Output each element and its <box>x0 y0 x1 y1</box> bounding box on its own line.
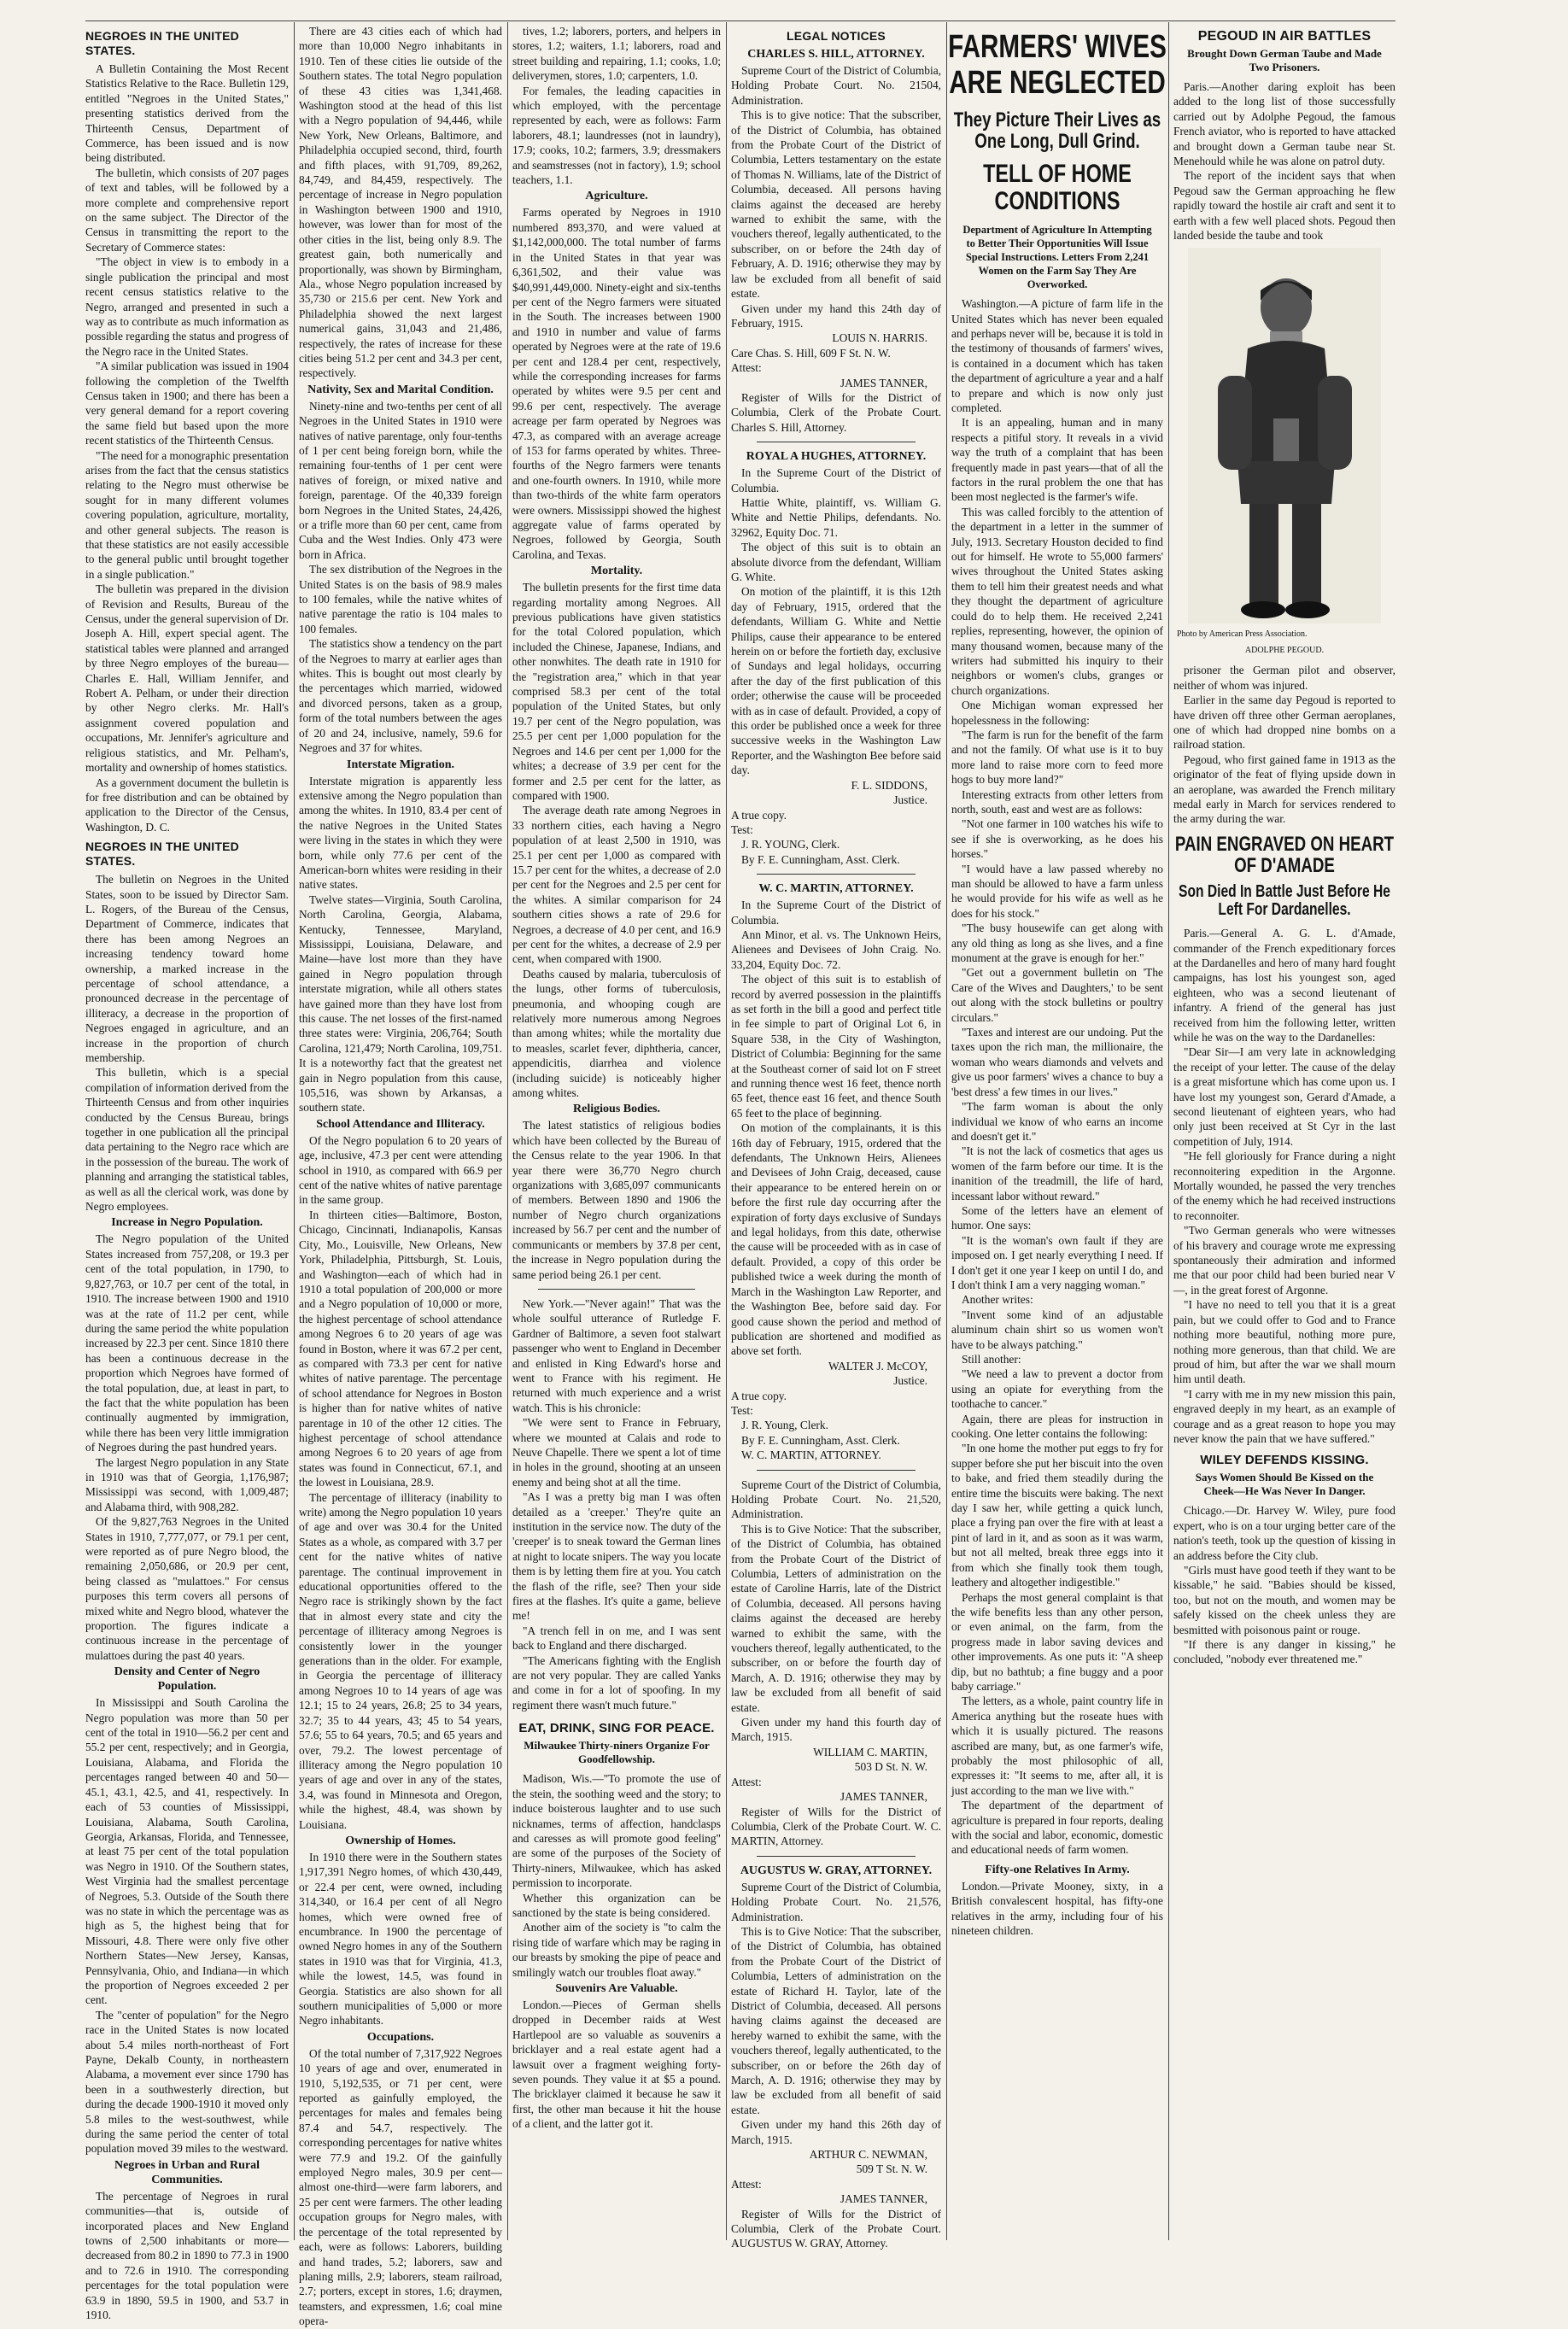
paragraph: "Not one farmer in 100 watches his wife to see if she is overworking, as he does his horses." <box>951 817 1163 861</box>
paragraph: Of the total number of 7,317,922 Negroes 10 years of age and over, enumerated in 1910, 5,192,535, or 71 per cent, were reported as gainfully employed, the percentages for males and females being 87.4 and 54.7, respectively. The corresponding percentages for native whites were 77.9 and 19.2. Of the gainfully employed Negro males, 30.9 per cent—almost one-third—were farm laborers, and 25 per cent were farmers. The other leading occupation groups for Negro males, with the percentage of the total represented by each, were as follows: Laborers, building and hand trades, 5.2; laborers, saw and planing mills, 2.9; laborers, steam railroad, 2.7; porters, except in stores, 1.6; draymen, teamsters, and expressmen, 1.6; coal mine opera- <box>299 2046 502 2328</box>
paragraph: The percentage of illiteracy (inability to write) among the Negro population 10 years of age and over was 30.4 for the United States as a whole, as compared with 3.7 per cent for the native whites of native parentage. The continual improvement in educational opportunities offered to the Negro race is strikingly shown by the fact that in almost every state and city the percentage of illiteracy among Negroes is consistently lower in the younger generations than in the older. For example, in Georgia the percentage of illiteracy among Negroes 10 to 14 years of age was 12.1; 15 to 24 years, 26.8; 25 to 34 years, 32.7; 35 to 44 years, 43; 45 to 54 years, 57.6; 55 to 64 years, 70.5; and 65 years and over, 79.2. The lowest percentage of illiteracy among the Negro population 10 years of age and over in any of the states, 3.4, was found in Minnesota and Oregon, while the highest, 48.4, was shown by Louisiana. <box>299 1490 502 1831</box>
divider <box>757 1470 916 1471</box>
paragraph: Another aim of the society is "to calm the rising tide of warfare which may be raging in our breasts by smoking the pipe of peace and smilingly watch our troubles float away." <box>512 1921 721 1979</box>
subheadline: Brought Down German Taube and Made Two Prisoners. <box>1187 47 1382 73</box>
paragraph: "It is not the lack of cosmetics that ages us women of the farm before our time. It is the inanition of the treadmill, the life of hard, incessant labor without reward." <box>951 1144 1163 1203</box>
subheading: Religious Bodies. <box>573 1103 660 1116</box>
section-heading: LEGAL NOTICES <box>787 29 886 43</box>
paragraph: In the Supreme Court of the District of Columbia. <box>731 466 941 494</box>
headline: WILEY DEFENDS KISSING. <box>1200 1453 1369 1468</box>
subheading: Increase in Negro Population. <box>111 1216 263 1230</box>
paragraph: The bulletin was prepared in the division of Revision and Results, Bureau of the Census, under the general supervision of Dr. Joseph A. Hill, expert special agent. The statistical tables were planned and arranged by three Negro employes of the bureau—Charles E. Hall, William Jennifer, and Robert A. Pelham, or under their direction by other Negro clerks. Mr. Hall's assignment covered population and occupations, Mr. Jennifer's agriculture and religious statistics, and Mr. Pelham's, mortality and ownership of homes statistics. <box>85 582 290 775</box>
signature: Justice. <box>893 1374 927 1388</box>
paragraph: "The busy housewife can get along with any old thing as long as she lives, and a fine monument at the grave is enough for her." <box>951 922 1163 965</box>
attorney-heading: ROYAL A HUGHES, ATTORNEY. <box>746 450 927 464</box>
banner-headline: FARMERS' WIVES <box>948 29 1167 65</box>
paragraph: On motion of the plaintiff, it is this 12th day of February, 1915, ordered that the defendants, William G. White and Nettie Philips, cause their appearance to be entered herein on or before the fortieth day, exclusive of Sundays and legal holidays, occurring after the day of the first publication of this order; otherwise the cause will be proceeded with as in case of default. Provided, a copy of this order be published once a week for three successive weeks in the Washington Law Reporter, and the Washington Bee before said day. <box>731 585 941 777</box>
paragraph: "I would have a law passed whereby no man should be allowed to have a farm unless he would provide for his wife as well as he does for his stock." <box>951 862 1163 920</box>
paragraph: The largest Negro population in any State in 1910 was that of Georgia, 1,176,987; Mississippi was second, with 1,009,487; and Alabama third, with 908,282. <box>85 1455 289 1513</box>
paragraph: "In one home the mother put eggs to fry for supper before she put her biscuit into the oven to bake, and fried them steadily during the entire time the biscuits were baking. The next day I saw her, while getting a quick lunch, place a frying pan over the fire with at least a pint of lard in it, and as soon as it was warm, but not all melted, break three eggs into it from which she finally took them tough, leathery and altogether indigestible." <box>951 1442 1163 1589</box>
paragraph: Whether this organization can be sanctioned by the state is being considered. <box>512 1891 721 1919</box>
headline: NEGROES IN THE UNITED STATES. <box>85 29 239 57</box>
paragraph: Care Chas. S. Hill, 609 F St. N. W. <box>731 346 891 360</box>
paragraph: The report of the incident says that when Pegoud saw the German approaching he flew rapidly toward the hostile air craft and sent it to earth with a few well placed shots. Pegoud then landed beside the taube and took <box>1173 169 1395 243</box>
paragraph: "I have no need to tell you that it is a great pain, but we could offer to God and to France nothing more beautiful, nothing more pure, nothing more generous, than that child. We are proud of him, but after the war we shall mourn him until death. <box>1173 1298 1395 1386</box>
paragraph: Given under my hand this fourth day of March, 1915. <box>731 1716 941 1744</box>
signature: JAMES TANNER, <box>840 376 927 389</box>
deck-headline: Son Died In Battle Just Before He Left For Dardanelles. <box>1179 882 1390 920</box>
paragraph: This is to give notice: That the subscriber, of the District of Columbia, has obtained from the Probate Court of the District of Columbia, Letters testamentary on the estate of Thomas N. Williams, late of the District of Columbia, deceased. All persons having claims against the deceased are hereby warned to exhibit the same, with the vouchers thereof, legally authenticated, to the subscriber, on or before the 24th day of February, A. D. 1916; otherwise they may by law be excluded from all benefit of said estate. <box>731 108 941 301</box>
column-rule <box>294 22 295 2240</box>
paragraph: Attest: <box>731 1775 762 1788</box>
paragraph: Test: <box>731 1403 753 1417</box>
column-rule <box>946 22 947 2240</box>
paragraph: This bulletin, which is a special compilation of information derived from the Thirteenth Census and from other inquiries conducted by the Census Bureau, brings together in one publication all the principal data pertaining to the Negro race which are in the possession of the bureau. The work of planning and arranging the statistical tables, as well as all the clerical work, was done by Negro employees. <box>85 1066 289 1214</box>
paragraph: The percentage of Negroes in rural communities—that is, outside of incorporated places and New England towns of 2,500 inhabitants or more—decreased from 80.2 in 1890 to 77.3 in 1900 and to 72.6 in 1910. The corresponding percentages for the total population were 63.9 in 1890, 59.5 in 1900, and 53.7 in 1910. <box>85 2189 289 2322</box>
paragraph: Supreme Court of the District of Columbia, Holding Probate Court. No. 21504, Administration. <box>731 64 941 107</box>
column-1 <box>85 24 290 2322</box>
paragraph: In Mississippi and South Carolina the Negro population was more than 50 per cent of the total in 1910—56.2 per cent and 55.2 per cent, respectively; and in Georgia, Louisiana, Alabama, and Florida the percentages ranged between 40 and 50—45.1, 43.1, 42.5, and 41, respectively. In each of 53 counties of Mississippi, Louisiana, Alabama, South Carolina, Georgia, Arkansas, Florida, and Tennessee, at least 75 per cent of the total population was Negro in 1910. Of the Southern states, West Virginia had the smallest percentage of Negroes, 5.3. Outside of the South there was no state in which the percentage was as high as 5, the highest being that for Missouri, 4.8. There were only five other Northern States—New Jersey, Kansas, Pennsylvania, Ohio, and Indiana—in which the proportion of Negroes exceeded 2 per cent. <box>85 1696 289 2007</box>
paragraph: tives, 1.2; laborers, porters, and helpers in stores, 1.2; waiters, 1.1; laborers, road and street building and repairing, 1.1; cooks, 1.0; deliverymen, stores, 1.0; carpenters, 1.0. <box>512 25 721 83</box>
subheadline: Says Women Should Be Kissed on the Cheek—He Was Never In Danger. <box>1195 1471 1374 1498</box>
paragraph: "The need for a monographic presentation arises from the fact that the census statistics relating to the Negro must otherwise be sought for in many different volumes covering population, agriculture, mortality, and other general subjects. The reason is that these statistics are not easily accessible to the general public until brought together in a single publication." <box>85 448 289 581</box>
paragraph: Given under my hand this 26th day of March, 1915. <box>731 2118 941 2146</box>
headline: NEGROES IN THE UNITED STATES. <box>85 840 239 869</box>
paragraph: J. R. Young, Clerk. <box>741 1419 828 1432</box>
banner-headline: ARE NEGLECTED <box>949 64 1166 101</box>
paragraph: Deaths caused by malaria, tuberculosis of the lungs, other forms of tuberculosis, pneumonia, and whooping cough are relatively more numerous among Negroes than among whites; while the mortality due to measles, scarlet fever, diphtheria, cancer, appendicitis, diarrhea and violence (including suicide) is noticeably higher among whites. <box>512 967 721 1100</box>
paragraph: "The object in view is to embody in a single publication the principal and most recent census statistics relative to the Negro, arranged and presented in such a way as to contribute as much information as possible regarding the status and progress of the Negro race in the United States. <box>85 255 290 358</box>
photo-caption: ADOLPHE PEGOUD. <box>1244 645 1325 655</box>
signature: JAMES TANNER, <box>840 2192 927 2206</box>
paragraph: Still another: <box>962 1353 1021 1366</box>
divider <box>538 1289 695 1290</box>
column-2 <box>299 24 502 2328</box>
paragraph: Chicago.—Dr. Harvey W. Wiley, pure food expert, who is on a tour urging better care of the nation's teeth, took up the question of kissing in an address before the City club. <box>1173 1504 1395 1562</box>
divider <box>757 1856 916 1857</box>
paragraph: Supreme Court of the District of Columbia, Holding Probate Court. No. 21,576, Administration. <box>731 1880 941 1923</box>
signature: Justice. <box>893 793 927 807</box>
signature: 503 D St. N. W. <box>854 1760 927 1774</box>
paragraph: Of the Negro population 6 to 20 years of age, inclusive, 47.3 per cent were attending school in 1910, as compared with 66.9 per cent of the native whites of native parentage in the same group. <box>299 1133 502 1207</box>
subheading: Ownership of Homes. <box>345 1834 456 1847</box>
column-6 <box>1173 24 1395 2244</box>
paragraph: On motion of the complainants, it is this 16th day of February, 1915, ordered that the defendants, The Unknown Heirs, Alienees and Devisees of John Craig, deceased, cause their appearance to be entered herein on or before the first rule day occurring after the expiration of forty days exclusive of Sundays and legal holidays, from this date, otherwise the cause will be proceeded with as in case of default. Provided, a copy of this order be published twice a week during the month of March in the Washington Law Reporter, and the Washington Bee, before said day. For good cause shown the period and method of publication are shortened and modified as above set forth. <box>731 1121 941 1358</box>
paragraph: It is an appealing, human and in many respects a pitiful story. It reveals in a vivid way the truth of a complaint that has been frequently made in past years—that of all the factors in the rural problem the one that has been most neglected is the farmer's wife. <box>951 416 1163 504</box>
paragraph: "Dear Sir—I am very late in acknowledging the receipt of your letter. The cause of the delay is a great misfortune which has come upon us. I have lost my youngest son, Gerard d'Amade, a second lieutenant of eighteen years, who had only just been received at St Cyr in the last competition of July, 1914. <box>1173 1045 1395 1148</box>
paragraph: A true copy. <box>731 808 787 822</box>
paragraph: "Taxes and interest are our undoing. Put the taxes upon the rich man, the millionaire, the woman who wears diamonds and velvets and give us poor farmers' wives a chance to buy a 'best dress' a few times in our lives." <box>951 1026 1163 1098</box>
paragraph: "We need a law to prevent a doctor from using an opiate for everything from the toothache to cancer." <box>951 1367 1163 1411</box>
paragraph: The average death rate among Negroes in 33 northern cities, each having a Negro population of at least 2,500 in 1910, was 25.1 per cent per 1,000 as compared with 15.7 per cent for the whites, a decrease of 2.0 per cent for the Negroes and 2.5 per cent for the whites. A similar comparison for 24 southern cities shows a rate of 29.6 for Negroes, a decrease of 4.0 per cent, and 16.9 per cent for the whites, a decrease of 2.9 per cent, when compared with 1900. <box>512 804 721 966</box>
paragraph: Given under my hand this 24th day of February, 1915. <box>731 301 941 330</box>
paragraph: Washington.—A picture of farm life in the United States which has never been equaled and perhaps never will be, because it is told in the testimony of thousands of farmers' wives, is contained in a document which has taken the department of agriculture a year and a half to prepare and which is now only just completed. <box>951 297 1163 414</box>
signature: F. L. SIDDONS, <box>851 778 927 792</box>
paragraph: A true copy. <box>731 1389 787 1402</box>
paragraph: As a government document the bulletin is for free distribution and can be obtained by application to the Director of the Census, Washington, D. C. <box>85 775 289 834</box>
subheading: Fifty-one Relatives In Army. <box>985 1863 1130 1876</box>
paragraph: "The farm is run for the benefit of the farm and not the family. Of what use is it to buy more land to raise more corn to feed more hogs to buy more land?" <box>951 728 1163 787</box>
subheading: Negroes in Urban and Rural Communities. <box>114 2158 260 2186</box>
paragraph: In 1910 there were in the Southern states 1,917,391 Negro homes, of which 430,449, or 22.4 per cent, were owned, including 314,340, or 16.4 per cent of all Negro homes, which were owned free of encumbrance. In 1900 the percentage of owned Negro homes in any of the Southern states in 1910 was that for Virginia, 41.3, while the lowest, 14.5, was found in Georgia. Statistics are also shown for all southern municipalities of 5,000 or more Negro inhabitants. <box>299 1850 502 2028</box>
paragraph: "The Americans fighting with the English are not very popular. They are called Yanks and come in for a lot of spoofing. In my regiment there wasn't much future." <box>512 1653 721 1712</box>
signature: WALTER J. McCOY, <box>828 1359 927 1372</box>
deck-headline: TELL OF HOME CONDITIONS <box>983 160 1132 215</box>
headline: EAT, DRINK, SING FOR PEACE. <box>518 1721 715 1736</box>
paragraph: "Get out a government bulletin on 'The Care of the Wives and Daughters,' to be sent out along with the stock bulletins or poultry circulars." <box>951 966 1163 1024</box>
subheading: Nativity, Sex and Marital Condition. <box>307 383 494 396</box>
photo-credit: Photo by American Press Association. <box>1177 629 1308 640</box>
paragraph: The bulletin presents for the first time data regarding mortality among Negroes. All previous publications have given statistics for the total Colored population, which included the Chinese, Japanese, Indians, and other nonwhites. The death rate in 1910 for the "registration area," which in that year comprised 58.3 per cent of the total population of the United States, but only 19.7 per cent of the Negro population, was 25.5 per cent per 1,000 population for the Negroes and 14.6 per cent per 1,000 for the whites; a decrease of 3.9 per cent for the former and 2.5 per cent for the latter, as compared with 1900. <box>512 581 721 802</box>
column-3 <box>512 24 721 2244</box>
attorney-heading: W. C. MARTIN, ATTORNEY. <box>758 882 914 896</box>
column-4 <box>731 24 941 2250</box>
paragraph: J. R. YOUNG, Clerk. <box>741 838 840 851</box>
paragraph: Register of Wills for the District of Columbia, Clerk of the Probate Court. W. C. MARTIN, Attorney. <box>731 1805 941 1848</box>
paragraph: "If there is any danger in kissing," he concluded, "nobody ever threatened me." <box>1173 1638 1395 1666</box>
paragraph: Ninety-nine and two-tenths per cent of all Negroes in the United States in 1910 were natives of native parentage, only four-tenths of 1 per cent being foreign born, while the remaining four-tenths of 1 per cent were natives of foreign, or mixed native and foreign, parentage. Of the 40,339 foreign born Negroes in the United States, 24,426, or a trifle more than 60 per cent, came from Cuba and the West Indies. Only 473 were born in Africa. <box>299 399 502 561</box>
paragraph: London.—Private Mooney, sixty, in a British convalescent hospital, has fifty-one relatives in the army, including four of his nineteen children. <box>951 1879 1163 1938</box>
subheading: Souvenirs Are Valuable. <box>555 1981 678 1995</box>
paragraph: Interstate migration is apparently less extensive among the Negro population than among the whites. In 1910, 83.4 per cent of the native Negroes in the United States were living in the states in which they were born, while only 77.6 per cent of the American-born whites were residing in their native states. <box>299 774 502 892</box>
signature: 509 T St. N. W. <box>856 2162 927 2176</box>
attorney-heading: CHARLES S. HILL, ATTORNEY. <box>747 48 925 61</box>
paragraph: The bulletin on Negroes in the United States, soon to be issued by Director Sam. L. Rogers, of the Bureau of the Census, Department of Commerce, indicates that there has been among Negroes an increasing tendency toward home ownership, a marked increase in the percentage of school attendance, a pronounced decrease in the percentage of illiteracy, a decrease in the proportion of Negroes engaged in agriculture, and an increase in the proportion of church membership. <box>85 873 289 1064</box>
paragraph: W. C. MARTIN, ATTORNEY. <box>741 1448 881 1462</box>
paragraph: "As I was a pretty big man I was often detailed as a 'creeper.' They're quite an institution in the service now. The duty of the 'creeper' is to sneak toward the German lines at night to locate snipers. The way you locate them is by letting them fire at you. You catch the flash of the rifle, see? Then your side fires at the flashes. It's quite a game, believe me! <box>512 1490 721 1623</box>
portrait-photo <box>1188 248 1381 623</box>
paragraph: The department of the department of agriculture is prepared in four reports, dealing with the social and labor, economic, domestic and educational needs of farm women. <box>951 1799 1163 1857</box>
subheadline: Department of Agriculture In Attempting to Better Their Opportunities Will Issue Special Instructions. Letters From 2,241 Women on the Farm Say They Are Overworked. <box>962 224 1152 291</box>
deck-headline: They Picture Their Lives as One Long, Dull Grind. <box>953 108 1161 153</box>
banner-headline: PAIN ENGRAVED ON HEART OF D'AMADE <box>1174 832 1395 877</box>
paragraph: Some of the letters have an element of humor. One says: <box>951 1203 1163 1232</box>
divider <box>757 874 916 875</box>
paragraph: There are 43 cities each of which had more than 10,000 Negro inhabitants in 1910. Ten of these cities lie outside of the Southern states. The total Negro population of these 43 cities was 1,341,468. Washington stood at the head of this list with a Negro population of 94,446, while New York, New Orleans, Baltimore, and Philadelphia occupied second, third, fourth and fifth places, with 91,709, 89,262, 84,749, and 84,459, respectively. The percentage of increase in Negro population in Washington between 1900 and 1910, however, was lower than for most of the other cities in the list, being only 8.9. The greatest gain, both numerically and proportionally, was shown by Birmingham, Ala., whose Negro population increased by 35,730 or 215.6 per cent. New York and Philadelphia showed the next largest numerical gains, 31,043 and 21,486, respectively, the rates of increase for these cities being 51.2 per cent and 34.3 per cent, respectively. <box>299 25 502 380</box>
paragraph: The sex distribution of the Negroes in the United States is on the basis of 98.9 males to 100 females, while the native whites of native parentage the ratio is 104 males to 100 females. <box>299 563 502 635</box>
paragraph: By F. E. Cunningham, Asst. Clerk. <box>741 1433 900 1447</box>
paragraph: prisoner the German pilot and observer, neither of whom was injured. <box>1173 664 1395 692</box>
paragraph: In thirteen cities—Baltimore, Boston, Chicago, Cincinnati, Indianapolis, Kansas City, Mo., Louisville, New Orleans, New York, Philadelphia, Pittsburgh, St. Louis, and Washington—each of which had in 1910 a total population of 200,000 or more and a Negro population of 10,000 or more, the highest percentage of school attendance among Negroes 6 to 20 years of age was found in Boston, where it was 67.2 per cent, as compared with 73.3 per cent for native whites of native parentage. The percentage of school attendance for Negroes in Boston is higher than for native whites of native parentage in 10 of the other 12 cities. The highest percentage of school attendance among Negroes 6 to 20 years of age from states was found in Connecticut, 67.1, and the lowest in Louisiana, 28.9. <box>299 1208 502 1489</box>
signature: JAMES TANNER, <box>840 1790 927 1804</box>
paragraph: "Girls must have good teeth if they want to be kissable," he said. "Babies should be kissed, too, but not on the mouth, and women may be safely kissed on the cheek unless they are besmitted with poisonous paint or rouge. <box>1173 1563 1395 1636</box>
paragraph: A Bulletin Containing the Most Recent Statistics Relative to the Race. Bulletin 129, entitled "Negroes in the United States," presenting statistics derived from the Thirteenth Census, Department of Commerce, has been issued and is now being distributed. <box>85 62 289 165</box>
paragraph: "I carry with me in my new mission this pain, engraved deeply in my heart, as an example of courage and as a great reason to hope you may never know the pain that we have suffered." <box>1173 1387 1395 1445</box>
aviator-figure-illustration <box>1188 248 1381 623</box>
signature: LOUIS N. HARRIS. <box>832 331 927 345</box>
paragraph: Attest: <box>731 361 762 375</box>
paragraph: "A trench fell in on me, and I was sent back to England and there discharged. <box>512 1624 721 1653</box>
paragraph: "It is the woman's own fault if they are imposed on. I get nearly everything I need. If I don't get it one year I keep on until I do, and I don't think I am a very nagging woman." <box>951 1233 1163 1291</box>
paragraph: "We were sent to France in February, where we mounted at Calais and rode to Neuve Chapelle. There we spent a lot of time in holes in the ground, shooting at an unseen enemy and being shot at all the time. <box>512 1416 721 1489</box>
paragraph: The object of this suit is to establish of record by averred possession in the plaintiffs as set forth in the bill a good and perfect title in fee simple to part of Original Lot 6, in Square 538, in the City of Washington, District of Columbia: Beginning for the same at the Southeast corner of said lot on F street and running thence west 16 feet, thence north 65 feet, thence east 16 feet, and thence South 65 feet to the place of beginning. <box>731 973 941 1120</box>
paragraph: Of the 9,827,763 Negroes in the United States in 1910, 7,777,077, or 79.1 per cent, were reported as of pure Negro blood, the remaining 2,050,686, or 20.9 per cent, being classed as "mulattoes." For census purposes this term covers all persons of mixed white and Negro blood, whatever the proportion. The figures indicate a continuous increase in the percentage of mulattoes during the past 40 years. <box>85 1515 289 1662</box>
paragraph: The bulletin, which consists of 207 pages of text and tables, will be followed by a more complete and comprehensive report on the same subject. The Director of the Census in transmitting the report to the Secretary of Commerce states: <box>85 166 289 254</box>
signature: ARTHUR C. NEWMAN, <box>809 2148 927 2162</box>
paragraph: This is to Give Notice: That the subscriber, of the District of Columbia, has obtained from the Probate Court of the District of Columbia, Letters of administration on the estate of Caroline Harris, late of the District of Columbia, deceased. All persons having claims against the deceased are hereby warned to exhibit the same, with the vouchers thereof, legally authenticated, to the subscriber, on or before the fourth day of March, A. D. 1916; otherwise they may by law be excluded from all benefit of said estate. <box>731 1522 941 1714</box>
subheading: Mortality. <box>590 565 643 578</box>
paragraph: For females, the leading capacities in which employed, with the percentage represented by each, were as follows: Farm laborers, 48.1; laundresses (not in laundry), 17.9; cooks, 10.2; farmers, 3.9; dressmakers and seamstresses (not in factory), 1.9; school teachers, 1.1. <box>512 84 721 187</box>
column-rule <box>726 22 727 2240</box>
paragraph: In the Supreme Court of the District of Columbia. <box>731 898 941 927</box>
paragraph: Interesting extracts from other letters from north, south, east and west are as follows: <box>951 787 1163 816</box>
paragraph: The latest statistics of religious bodies which have been collected by the Bureau of the Census relate to the year 1906. In that year there were 36,770 Negro church organizations with 3,685,097 communicants of members. Between 1890 and 1906 the number of Negro church organizations increased by 56.7 per cent and the number of communicants or members by 37.8 per cent, the increase in Negro population during the same period being 26.1 per cent. <box>512 1119 721 1281</box>
paragraph: Pegoud, who first gained fame in 1913 as the originator of the feat of flying upside down in an aeroplane, was awarded the French military medal early in March for services rendered to the army during the war. <box>1173 752 1395 826</box>
paragraph: "Invent some kind of an adjustable aluminum chain shirt so us women won't have to be always patching." <box>951 1308 1163 1351</box>
paragraph: Attest: <box>731 2177 762 2191</box>
paragraph: "A similar publication was issued in 1904 following the completion of the Twelfth Census taken in 1900; and there has been a very general demand for a report covering the same field but based upon the more recent statistics of the Thirteenth Census. <box>85 360 289 448</box>
attorney-heading: AUGUSTUS W. GRAY, ATTORNEY. <box>740 1864 933 1877</box>
paragraph: Paris.—General A. G. L. d'Amade, commander of the French expeditionary forces at the Dardanelles and hero of many hard fought campaigns, has lost his youngest son, aged eighteen, who was a second lieutenant of infantry. A friend of the general has just received from him the following letter, written while he was on the way to the Dardanelles: <box>1173 927 1395 1044</box>
paragraph: The statistics show a tendency on the part of the Negroes to marry at earlier ages than whites. This is bought out most clearly by the percentages which married, widowed and divorced persons, taken as a group, form of the total numbers between the ages of 20 and 24, inclusive, namely, 59.6 for Negroes and 37 for whites. <box>299 637 502 755</box>
paragraph: New York.—"Never again!" That was the whole soulful utterance of Rutledge F. Gardner of Baltimore, a seven foot stalwart passenger who went to England in December and enlisted in King Edward's horse and went to France with his regiment. He returned with much experience and a wrist watch. This is his chronicle: <box>512 1296 721 1414</box>
paragraph: London.—Pieces of German shells dropped in December raids at West Hartlepool are so valuable as souvenirs a bricklayer and a real estate agent had a lawsuit over a fragment weighing forty-seven pounds. They value it at $5 a pound. The bricklayer claimed it because he saw it first, the other man because it hit the house of a client, and the latter got it. <box>512 1998 721 2131</box>
paragraph: "Two German generals who were witnesses of his bravery and courage wrote me expressing spontaneously their admiration and informed me that our poor child had been buried near V—, in the great forest of Argonne. <box>1173 1224 1395 1296</box>
paragraph: Again, there are pleas for instruction in cooking. One letter contains the following: <box>951 1412 1163 1441</box>
subheadline: Milwaukee Thirty-niners Organize For Goodfellowship. <box>524 1739 710 1766</box>
signature: WILLIAM C. MARTIN, <box>813 1745 927 1758</box>
subheading: Occupations. <box>366 2030 435 2044</box>
paragraph: Perhaps the most general complaint is that the wife benefits less than any other person, or even animal, on the farm, from the progress made in labor saving devices and other improvements. As one puts it: "A sheep dip, but no bathtub; a fine buggy and a poor baby carriage." <box>951 1590 1163 1693</box>
headline: PEGOUD IN AIR BATTLES <box>1197 29 1372 44</box>
column-5 <box>948 24 1167 2244</box>
paragraph: Register of Wills for the District of Columbia, Clerk of the Probate Court. Charles S. Hill, Attorney. <box>731 390 941 434</box>
paragraph: This is to Give Notice: That the subscriber, of the District of Columbia, has obtained from the Probate Court of the District of Columbia, Letters of administration on the estate of Richard H. Taylor, late of the District of Columbia, deceased. All persons having claims against the deceased are hereby warned to exhibit the same, with the vouchers thereof, legally authenticated, to the subscriber, on or before the 26th day of March, A. D. 1916; otherwise they may by law be excluded from all benefit of said estate. <box>731 1924 941 2116</box>
paragraph: The "center of population" for the Negro race in the United States is now located about 5.4 miles north-northeast of Fort Payne, Dekalb County, in northeastern Alabama, a movement ever since 1790 has been in a southwesterly direction, but during the decade 1900-1910 it moved only 5.8 miles to the west-southwest, while during the same period the center of total population moved 39 miles to the westward. <box>85 2008 289 2156</box>
column-rule <box>507 22 508 2240</box>
paragraph: Supreme Court of the District of Columbia, Holding Probate Court. No. 21,520, Administration. <box>731 1478 941 1521</box>
paragraph: Ann Minor, et al. vs. The Unknown Heirs, Alienees and Devisees of John Craig. No. 33,204, Equity Doc. 72. <box>731 928 941 971</box>
subheading: School Attendance and Illiteracy. <box>316 1117 485 1131</box>
paragraph: Paris.—Another daring exploit has been added to the long list of those successfully carried out by Adolphe Pegoud, the famous French aviator, who is reported to have attacked and brought down a German taube near St. Menehould while he was alone on patrol duty. <box>1173 80 1395 168</box>
paragraph: Twelve states—Virginia, South Carolina, North Carolina, Georgia, Alabama, Kentucky, Tennessee, Maryland, Mississippi, Louisiana, Delaware, and Maine—have lost more than they have gained in Negro population through interstate migration, while all others states have gained more than they have lost from this cause. The net losses of the first-named three states were: Virginia, 206,764; South Carolina, 121,479; North Carolina, 109,751. It is a noteworthy fact that the greatest net gain in Negro population from this cause, 105,516, was shown by Arkansas, a southern state. <box>299 892 502 1115</box>
paragraph: The object of this suit is to obtain an absolute divorce from the defendant, William G. White. <box>731 541 941 583</box>
paragraph: Madison, Wis.—"To promote the use of the stein, the soothing weed and the story; to induce boisterous laughter and to use such nicknames, terms of affection, handclasps and caresses as will promote good feeling" are some of the purposes of the Society of Thirty-niners, Milwaukee, which has asked permission to incorporate. <box>512 1772 721 1890</box>
subheading: Interstate Migration. <box>347 758 454 771</box>
paragraph: Hattie White, plaintiff, vs. William G. White and Nettie Philips, defendants. No. 32962, Equity Doc. 71. <box>731 495 941 539</box>
paragraph: By F. E. Cunningham, Asst. Clerk. <box>741 852 900 866</box>
paragraph: Farms operated by Negroes in 1910 numbered 893,370, and were valued at $1,142,000,000. The total number of farms in the United States in that year was 6,361,502, and their value was $40,991,449,000. Ninety-eight and six-tenths per cent of the Negro farmers were situated in the South. The increases between 1900 and 1910 in number and value of farms operated by Negroes were at the rate of 19.6 per cent and 128.4 per cent, respectively, while the corresponding increases for farms operated by whites were 9.5 per cent and 99.6 per cent, respectively. The average acreage per farm operated by Negroes was 47.3, as compared with an average acreage of 153 for farms operated by whites. Three-fourths of the Negro farmers were tenants and one-fourth owners. In 1910, while more than two-thirds of the white farm operators were owners. Mississippi showed the highest aggregate value of farms operated by Negroes, followed by Georgia, South Carolina, and Texas. <box>512 206 721 561</box>
paragraph: One Michigan woman expressed her hopelessness in the following: <box>951 699 1163 727</box>
paragraph: "The farm woman is about the only individual we know of who earns an income and doesn't get it." <box>951 1100 1163 1143</box>
paragraph: Register of Wills for the District of Columbia, Clerk of the Probate Court. AUGUSTUS W. GRAY, Attorney. <box>731 2207 941 2250</box>
column-rule <box>1168 22 1169 2240</box>
paragraph: Earlier in the same day Pegoud is reported to have driven off three other German aeroplanes, one of which had dropped nine bombs on a railroad station. <box>1173 693 1395 752</box>
subheading: Agriculture. <box>585 190 648 203</box>
paragraph: The Negro population of the United States increased from 757,208, or 19.3 per cent of the total population, in 1790, to 9,827,763, or 10.7 per cent of the total, in 1910. The increase between 1900 and 1910 was at the rate of 11.2 per cent, while during the same period the white population increased by 22.3 per cent. Since 1810 there has been a continuous decrease in the proportion which Negroes have formed of the total population, due, at least in part, to the fact that the white population has been continually augmented by immigration, while there has been very little immigration of Negroes during the past hundred years. <box>85 1232 289 1454</box>
subheading: Density and Center of Negro Population. <box>114 1665 260 1694</box>
top-rule <box>85 20 1395 21</box>
paragraph: The letters, as a whole, paint country life in America anything but the roseate hues with which it is usually pictured. The reasons ascribed are many, but, as one farmer's wife, probably the most philosophic of all, expresses it: "It seems to me, after all, it is just according to the man we live with." <box>951 1694 1163 1797</box>
paragraph: Test: <box>731 822 753 836</box>
paragraph: "He fell gloriously for France during a night reconnoitering expedition in the Argonne. Mortally wounded, he passed the very trenches of the enemy which he had received instructions to reconnoiter. <box>1173 1150 1395 1222</box>
paragraph: Another writes: <box>962 1293 1033 1307</box>
paragraph: This was called forcibly to the attention of the department in a letter in the summer of July, 1913. Secretary Houston decided to find out for himself. He wrote to 55,000 farmers' wives throughout the United States asking them to tell him their greatest needs and what they thought the department of agriculture could do to help them. He received 2,241 replies, representing, however, the opinion of many thousand women, because many of the writers had submitted his inquiry to their neighbors or women's clubs, granges or church organizations. <box>951 505 1163 697</box>
